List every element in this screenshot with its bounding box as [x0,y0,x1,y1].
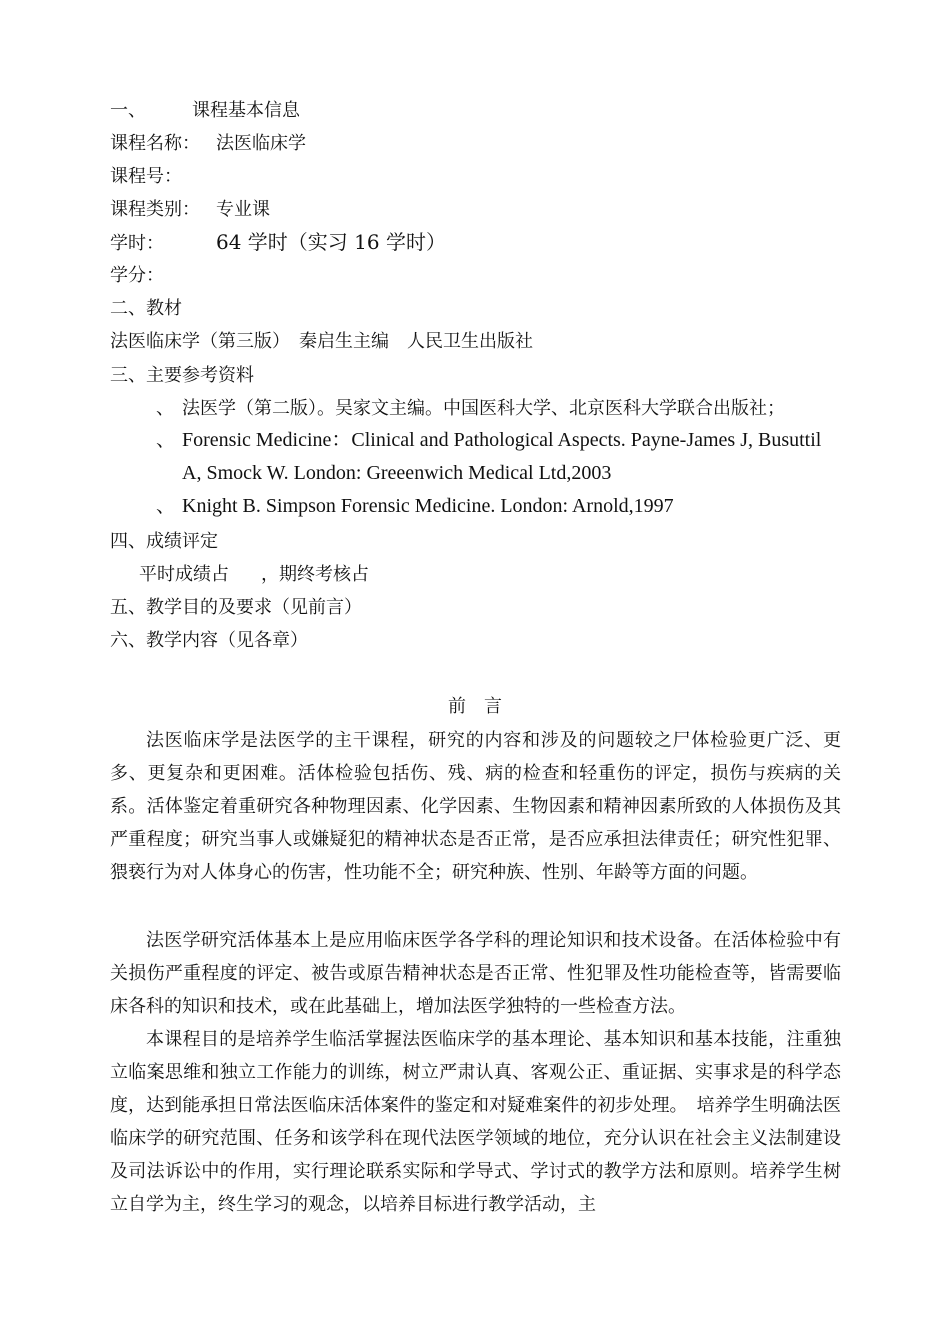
grading-line [139,563,369,587]
course-type-value: 专业课 [216,199,270,220]
reference-text: 法医学（第二版）。吴家文主编。中国医科大学、北京医科大学联合出版社； [182,398,785,419]
section2-heading: 二、教材 [110,298,182,319]
reference-mark: 、 [156,429,176,451]
reference-text: Knight B. Simpson Forensic Medicine. London: Arnold,1997 [182,495,674,517]
preface-paragraph: 法医学研究活体基本上是应用临床医学各学科的理论知识和技术设备。在活体检验中有关损伤严重程度的评定、被告或原告精神状态是否正常、性犯罪及性功能检查等，皆需要临床各科的知识和技术，或在此基础上，增加法医学独特的一些检查方法。 [110,930,841,1017]
preface-title: 前 言 [448,696,502,717]
reference-mark: 、 [156,398,174,419]
section1-heading [110,99,300,123]
course-name-label: 课程名称： [110,133,200,154]
preface-paragraph: 本课程目的是培养学生临活掌握法医临床学的基本理论、基本知识和基本技能，注重独立临案思维和独立工作能力的训练，树立严肃认真、客观公正、重证据、实事求是的科学态度，达到能承担日常法医临床活体案件的鉴定和对疑难案件的初步处理。 培养学生明确法医临床学的研究范围、任务和该学科在现代法医学领域的地位，充分认识在社会主义法制建设及司法诉讼中的作用，实行理论联系实际和学导式、学讨式的教学方法和原则。培养学生树立自学为主，终生学习的观念，以培养目标进行教学活动，主 [110,1029,841,1215]
textbook-line: 法医临床学（第三版） 秦启生主编 人民卫生出版社 [110,331,533,352]
section3-heading: 三、主要参考资料 [110,365,254,386]
reference-item [156,428,821,452]
course-name-row [110,132,306,156]
section4-heading: 四、成绩评定 [110,531,218,552]
section1-title: 课程基本信息 [192,100,300,121]
course-type-label: 课程类别： [110,199,200,220]
final-grade-label: ，期终考核占 [261,564,369,585]
reference-continuation [182,461,611,485]
hours-value: 64 学时（实习 16 学时） [216,230,446,254]
course-number-label: 课程号： [110,166,182,187]
preface-paragraph: 法医临床学是法医学的主干课程，研究的内容和涉及的问题较之尸体检验更广泛、更多、更复杂和更困难。活体检验包括伤、残、病的检查和轻重伤的评定，损伤与疾病的关系。活体鉴定着重研究各种物理因素、化学因素、生物因素和精神因素所致的人体损伤及其严重程度；研究当事人或嫌疑犯的精神状态是否正常，是否应承担法律责任；研究性犯罪、猥亵行为对人体身心的伤害，性功能不全；研究种族、性别、年龄等方面的问题。 [110,730,841,883]
reference-item [156,494,674,518]
section6-heading: 六、教学内容（见各章） [110,630,308,651]
section1-number: 一、 [110,100,146,121]
course-name-value: 法医临床学 [216,133,306,154]
reference-mark: 、 [156,495,176,517]
credits-row [110,264,164,288]
reference-text: A, Smock W. London: Greeenwich Medical Ltd,2003 [182,462,612,484]
credits-label: 学分： [110,265,164,286]
hours-row [110,230,446,256]
course-number-row [110,165,182,189]
reference-text: Forensic Medicine：Clinical and Pathological Aspects. Payne-James J, Busuttil [182,429,822,451]
regular-grade-label: 平时成绩占 [139,564,229,585]
hours-label: 学时： [110,233,164,254]
course-type-row [110,198,270,222]
section5-heading: 五、教学目的及要求（见前言） [110,597,362,618]
reference-item [156,397,785,421]
